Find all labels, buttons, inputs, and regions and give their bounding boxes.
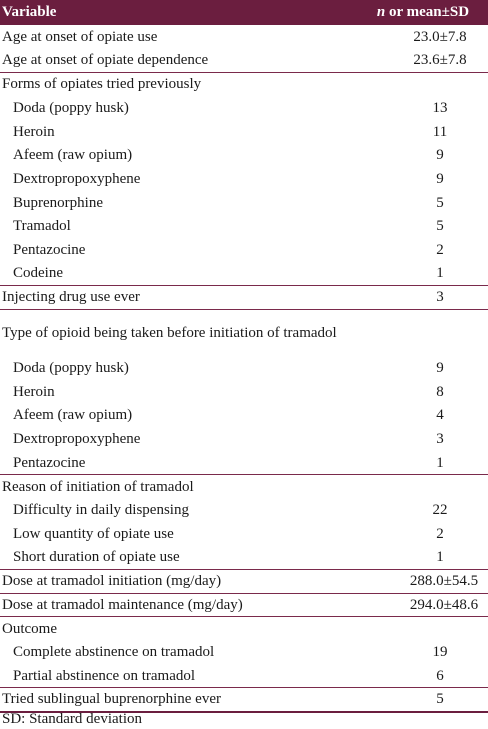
section-label: Forms of opiates tried previously xyxy=(0,72,360,96)
table-row xyxy=(0,427,488,451)
section-label: Outcome xyxy=(0,617,360,641)
row-value: 294.0±48.6 xyxy=(360,593,488,617)
row-value: 288.0±54.5 xyxy=(360,569,488,593)
table-row xyxy=(0,356,488,380)
row-value: 3 xyxy=(360,286,488,310)
table-row xyxy=(0,72,488,96)
table-row xyxy=(0,191,488,215)
section-label: Reason of initiation of tramadol xyxy=(0,475,360,499)
table-row xyxy=(0,96,488,120)
row-label: Partial abstinence on tramadol xyxy=(13,667,196,684)
row-value: 19 xyxy=(432,644,448,661)
row-value: 5 xyxy=(360,688,488,712)
row-label: Doda (poppy husk) xyxy=(13,360,129,377)
table-row xyxy=(0,522,488,546)
row-value: 4 xyxy=(436,407,444,424)
table-row xyxy=(0,309,488,356)
table-row xyxy=(0,49,488,73)
row-label: Heroin xyxy=(13,383,55,400)
row-label: Afeem (raw opium) xyxy=(13,147,133,164)
row-value: 23.0±7.8 xyxy=(413,28,467,45)
row-label: Pentazocine xyxy=(13,242,86,259)
row-label: Buprenorphine xyxy=(13,194,103,211)
row-label: Afeem (raw opium) xyxy=(13,407,133,424)
table-row xyxy=(0,451,488,475)
table-header-row xyxy=(0,0,488,25)
row-value: 23.6±7.8 xyxy=(413,52,467,69)
table-row xyxy=(0,641,488,665)
table-footnote: SD: Standard deviation xyxy=(2,711,142,727)
row-value xyxy=(360,475,488,499)
row-value: 9 xyxy=(436,147,444,164)
table-row xyxy=(0,143,488,167)
table-row xyxy=(0,688,488,712)
row-label: Tried sublingual buprenorphine ever xyxy=(0,688,360,712)
row-value: 9 xyxy=(436,170,444,187)
column-header-mean-sd: or mean±SD xyxy=(385,4,470,20)
row-value: 1 xyxy=(436,549,444,566)
row-value: 11 xyxy=(432,123,448,140)
row-value: 5 xyxy=(436,194,444,211)
row-value xyxy=(360,617,488,641)
row-value: 1 xyxy=(436,265,444,282)
row-label: Injecting drug use ever xyxy=(0,286,360,310)
table-row xyxy=(0,498,488,522)
row-label: Pentazocine xyxy=(13,454,86,471)
row-value: 1 xyxy=(436,454,444,471)
row-label: Age at onset of opiate dependence xyxy=(2,52,209,69)
table-row xyxy=(0,262,488,286)
table-row xyxy=(0,25,488,49)
row-value: 2 xyxy=(436,242,444,259)
row-value: 13 xyxy=(432,99,448,116)
table-row xyxy=(0,546,488,570)
table-row xyxy=(0,617,488,641)
row-label: Dextropropoxyphene xyxy=(13,170,141,187)
row-label: Dose at tramadol initiation (mg/day) xyxy=(0,569,360,593)
row-label: Tramadol xyxy=(13,218,71,235)
row-value: 22 xyxy=(432,502,448,519)
table-row xyxy=(0,380,488,404)
row-label: Short duration of opiate use xyxy=(13,549,180,566)
table-row xyxy=(0,475,488,499)
column-header-n: n xyxy=(376,4,386,20)
row-value: 6 xyxy=(436,667,444,684)
table-row xyxy=(0,664,488,688)
table-row xyxy=(0,569,488,593)
row-label: Age at onset of opiate use xyxy=(2,28,158,45)
row-value: 2 xyxy=(436,525,444,542)
row-label: Dextropropoxyphene xyxy=(13,431,141,448)
table-row xyxy=(0,120,488,144)
table-row xyxy=(0,238,488,262)
row-label: Heroin xyxy=(13,123,55,140)
table-row xyxy=(0,215,488,239)
table-row xyxy=(0,593,488,617)
row-value xyxy=(360,309,488,356)
row-value: 3 xyxy=(436,431,444,448)
section-label: Type of opioid being taken before initiation of tramadol xyxy=(0,309,360,356)
row-label: Dose at tramadol maintenance (mg/day) xyxy=(0,593,360,617)
row-label: Doda (poppy husk) xyxy=(13,99,129,116)
row-label: Complete abstinence on tramadol xyxy=(13,644,215,661)
row-label: Codeine xyxy=(13,265,63,282)
row-label: Difficulty in daily dispensing xyxy=(13,502,189,519)
row-value: 8 xyxy=(436,383,444,400)
table-row xyxy=(0,167,488,191)
table-row xyxy=(0,286,488,310)
row-value: 9 xyxy=(436,360,444,377)
row-value: 5 xyxy=(436,218,444,235)
row-value xyxy=(360,72,488,96)
column-header-variable: Variable xyxy=(2,4,57,20)
table-row xyxy=(0,404,488,428)
column-header-value xyxy=(360,0,488,25)
row-label: Low quantity of opiate use xyxy=(13,525,174,542)
